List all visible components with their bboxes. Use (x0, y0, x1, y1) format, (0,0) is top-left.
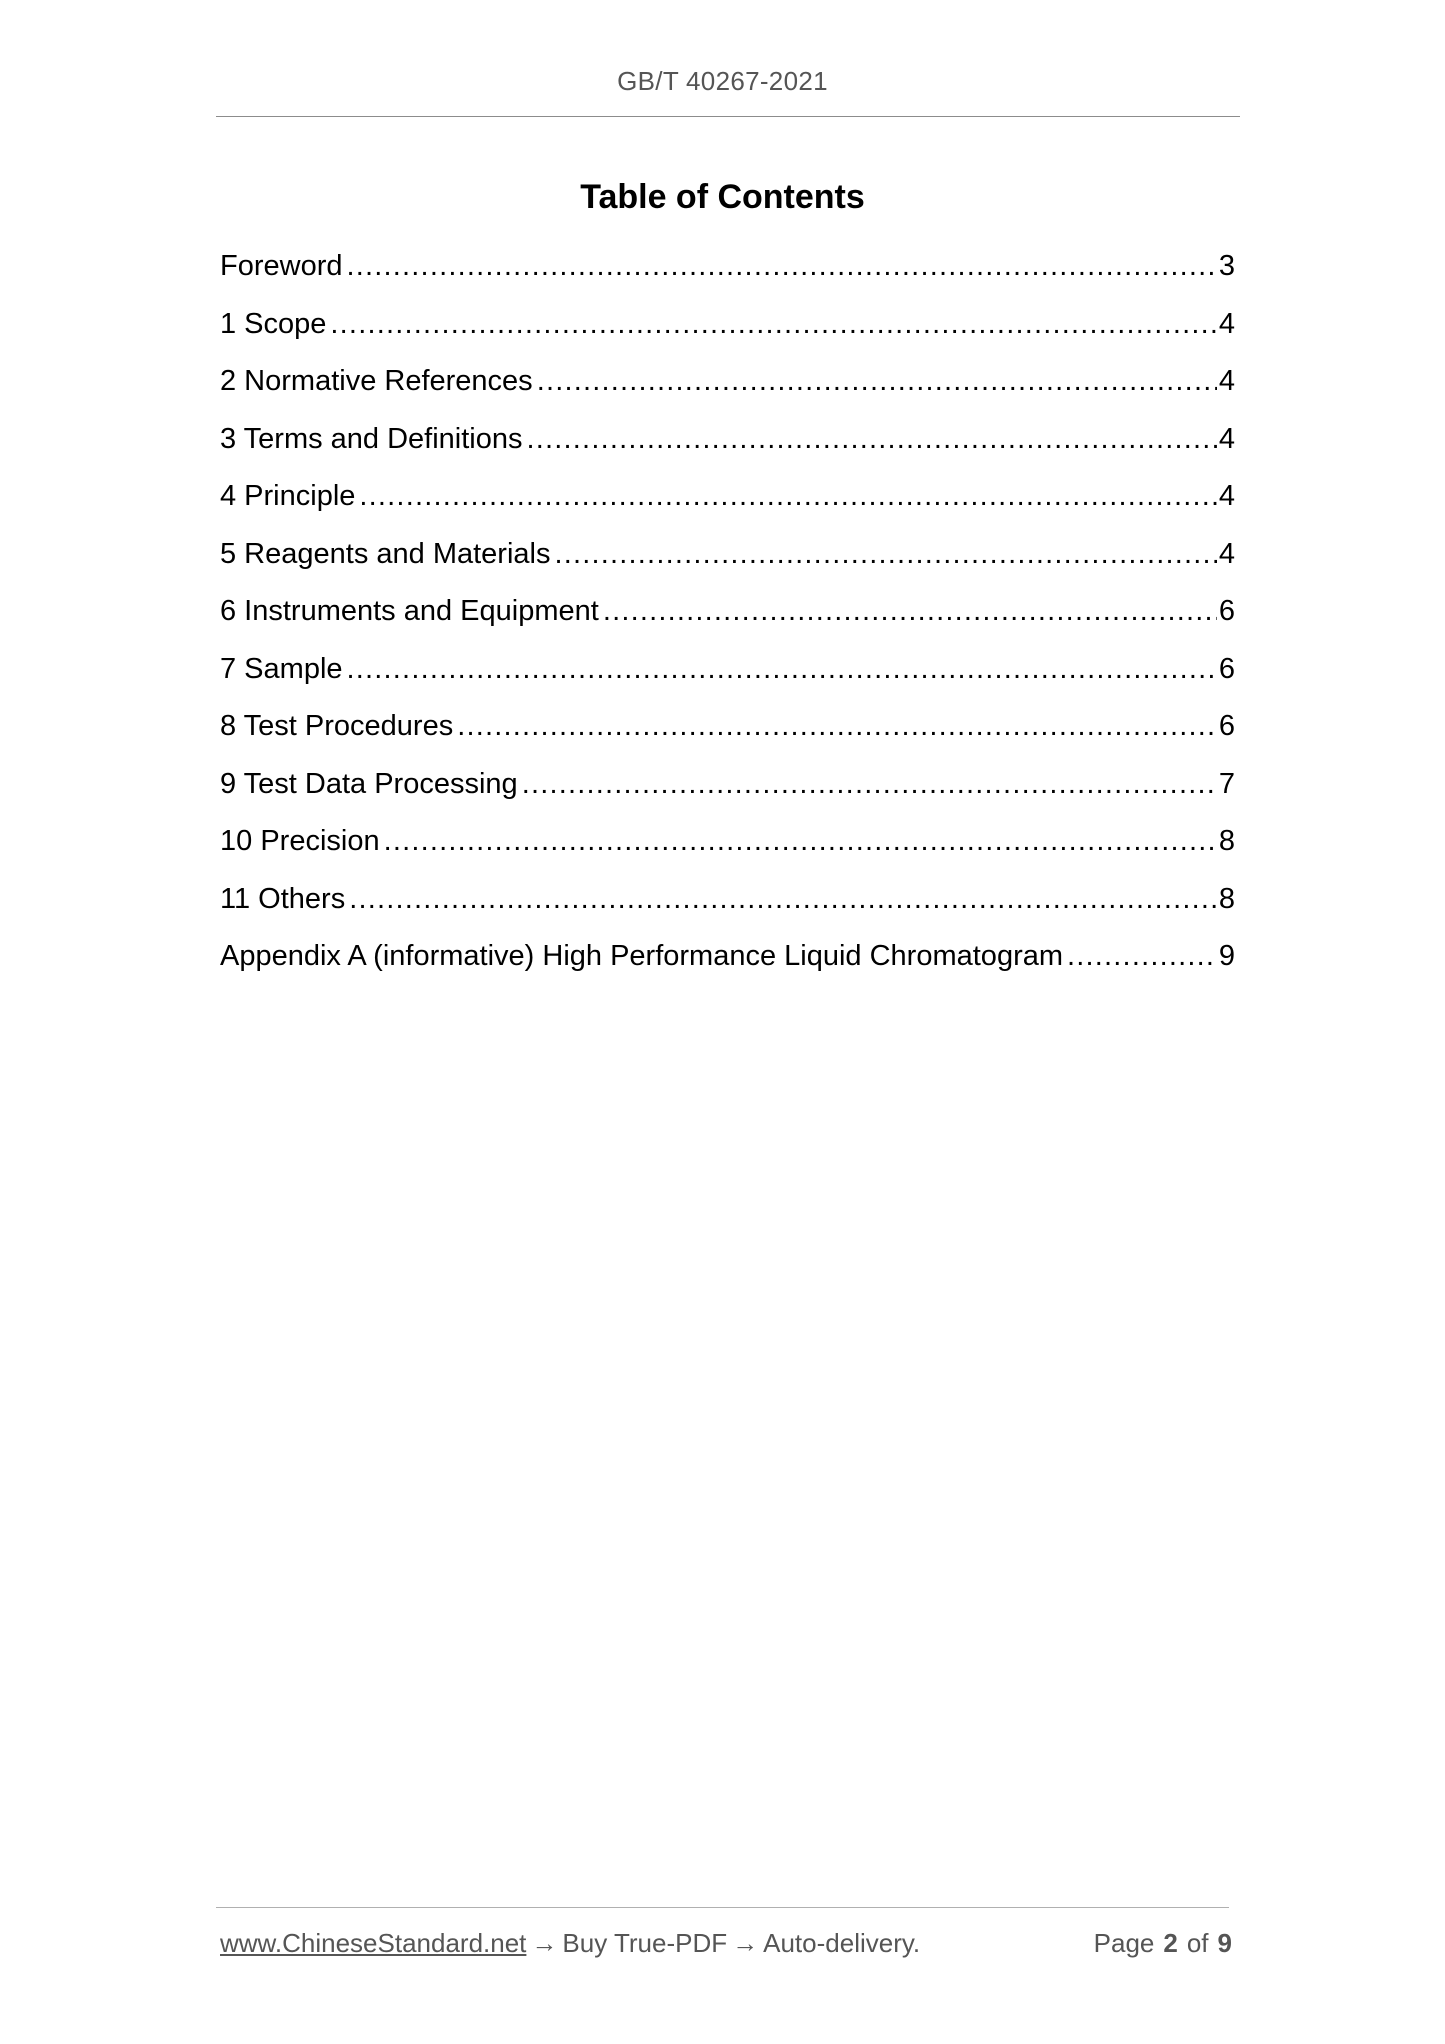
footer-promo (220, 1928, 920, 1959)
toc-dot-leader (349, 877, 1217, 921)
toc-entry-label: 3 Terms and Definitions (220, 422, 523, 455)
toc-entry-page-number: 6 (1218, 595, 1235, 627)
toc-entry-page-number: 8 (1218, 882, 1235, 915)
toc-entry-label: Foreword (220, 250, 343, 282)
toc-entry[interactable] (220, 647, 1235, 705)
toc-entry-label: 11 Others (220, 882, 346, 915)
toc-entry[interactable] (220, 819, 1235, 877)
toc-entry[interactable] (220, 532, 1235, 590)
of-word: of (1186, 1928, 1209, 1958)
toc-entry[interactable] (220, 934, 1235, 992)
toc-entry-page-number: 6 (1218, 652, 1235, 685)
toc-dot-leader (359, 474, 1216, 518)
toc-entry-page-number: 4 (1218, 307, 1235, 340)
toc-dot-leader (527, 417, 1217, 461)
toc-entry-label: 9 Test Data Processing (220, 767, 518, 800)
toc-entry[interactable] (220, 417, 1235, 475)
toc-entry-page-number: 7 (1218, 767, 1235, 800)
toc-dot-leader (347, 647, 1217, 691)
toc-entry-label: 2 Normative References (220, 365, 533, 397)
toc-entry-label: 10 Precision (220, 825, 380, 857)
page-indicator (1094, 1928, 1232, 1959)
arrow-right-icon: → (732, 1928, 759, 1958)
toc-entry[interactable] (220, 704, 1235, 762)
toc-dot-leader (603, 589, 1217, 633)
toc-entry-page-number: 4 (1218, 480, 1235, 512)
toc-entry-label: 7 Sample (220, 652, 343, 685)
toc-entry-label: Appendix A (informative) High Performance Liquid Chromatogram (220, 940, 1064, 972)
arrow-right-icon: → (531, 1928, 558, 1958)
toc-entry-page-number: 4 (1218, 537, 1235, 570)
toc-entry-label: 4 Principle (220, 480, 356, 512)
toc-list (220, 244, 1235, 992)
toc-entry-label: 6 Instruments and Equipment (220, 595, 599, 627)
toc-entry[interactable] (220, 244, 1235, 302)
page-footer (220, 1928, 1232, 1959)
toc-dot-leader (347, 244, 1217, 288)
toc-heading: Table of Contents (580, 178, 865, 216)
toc-entry-label: 1 Scope (220, 307, 327, 340)
toc-entry-page-number: 9 (1218, 940, 1235, 972)
toc-entry-page-number: 6 (1218, 710, 1235, 742)
buy-text: Buy True-PDF (562, 1928, 728, 1958)
site-link[interactable]: www.ChineseStandard.net (220, 1928, 527, 1958)
toc-entry-label: 8 Test Procedures (220, 710, 454, 742)
toc-entry-page-number: 3 (1218, 250, 1235, 282)
toc-entry[interactable] (220, 877, 1235, 935)
delivery-text: Auto-delivery. (763, 1928, 921, 1958)
toc-entry-page-number: 4 (1218, 365, 1235, 397)
toc-dot-leader (522, 762, 1217, 806)
toc-entry[interactable] (220, 762, 1235, 820)
toc-entry-page-number: 8 (1218, 825, 1235, 857)
toc-dot-leader (384, 819, 1217, 863)
footer-divider (216, 1907, 1229, 1908)
toc-entry[interactable] (220, 302, 1235, 360)
toc-entry-label: 5 Reagents and Materials (220, 537, 551, 570)
toc-entry[interactable] (220, 359, 1235, 417)
total-pages-number: 9 (1217, 1928, 1232, 1958)
document-id-header: GB/T 40267-2021 (617, 66, 828, 96)
toc-dot-leader (330, 302, 1216, 346)
toc-entry[interactable] (220, 474, 1235, 532)
header-divider (216, 116, 1240, 117)
page-word: Page (1093, 1928, 1155, 1958)
toc-dot-leader (554, 532, 1216, 576)
current-page-number: 2 (1163, 1928, 1178, 1958)
toc-dot-leader (537, 359, 1217, 403)
toc-entry[interactable] (220, 589, 1235, 647)
toc-dot-leader (1067, 934, 1217, 978)
toc-dot-leader (457, 704, 1217, 748)
toc-entry-page-number: 4 (1218, 422, 1235, 455)
